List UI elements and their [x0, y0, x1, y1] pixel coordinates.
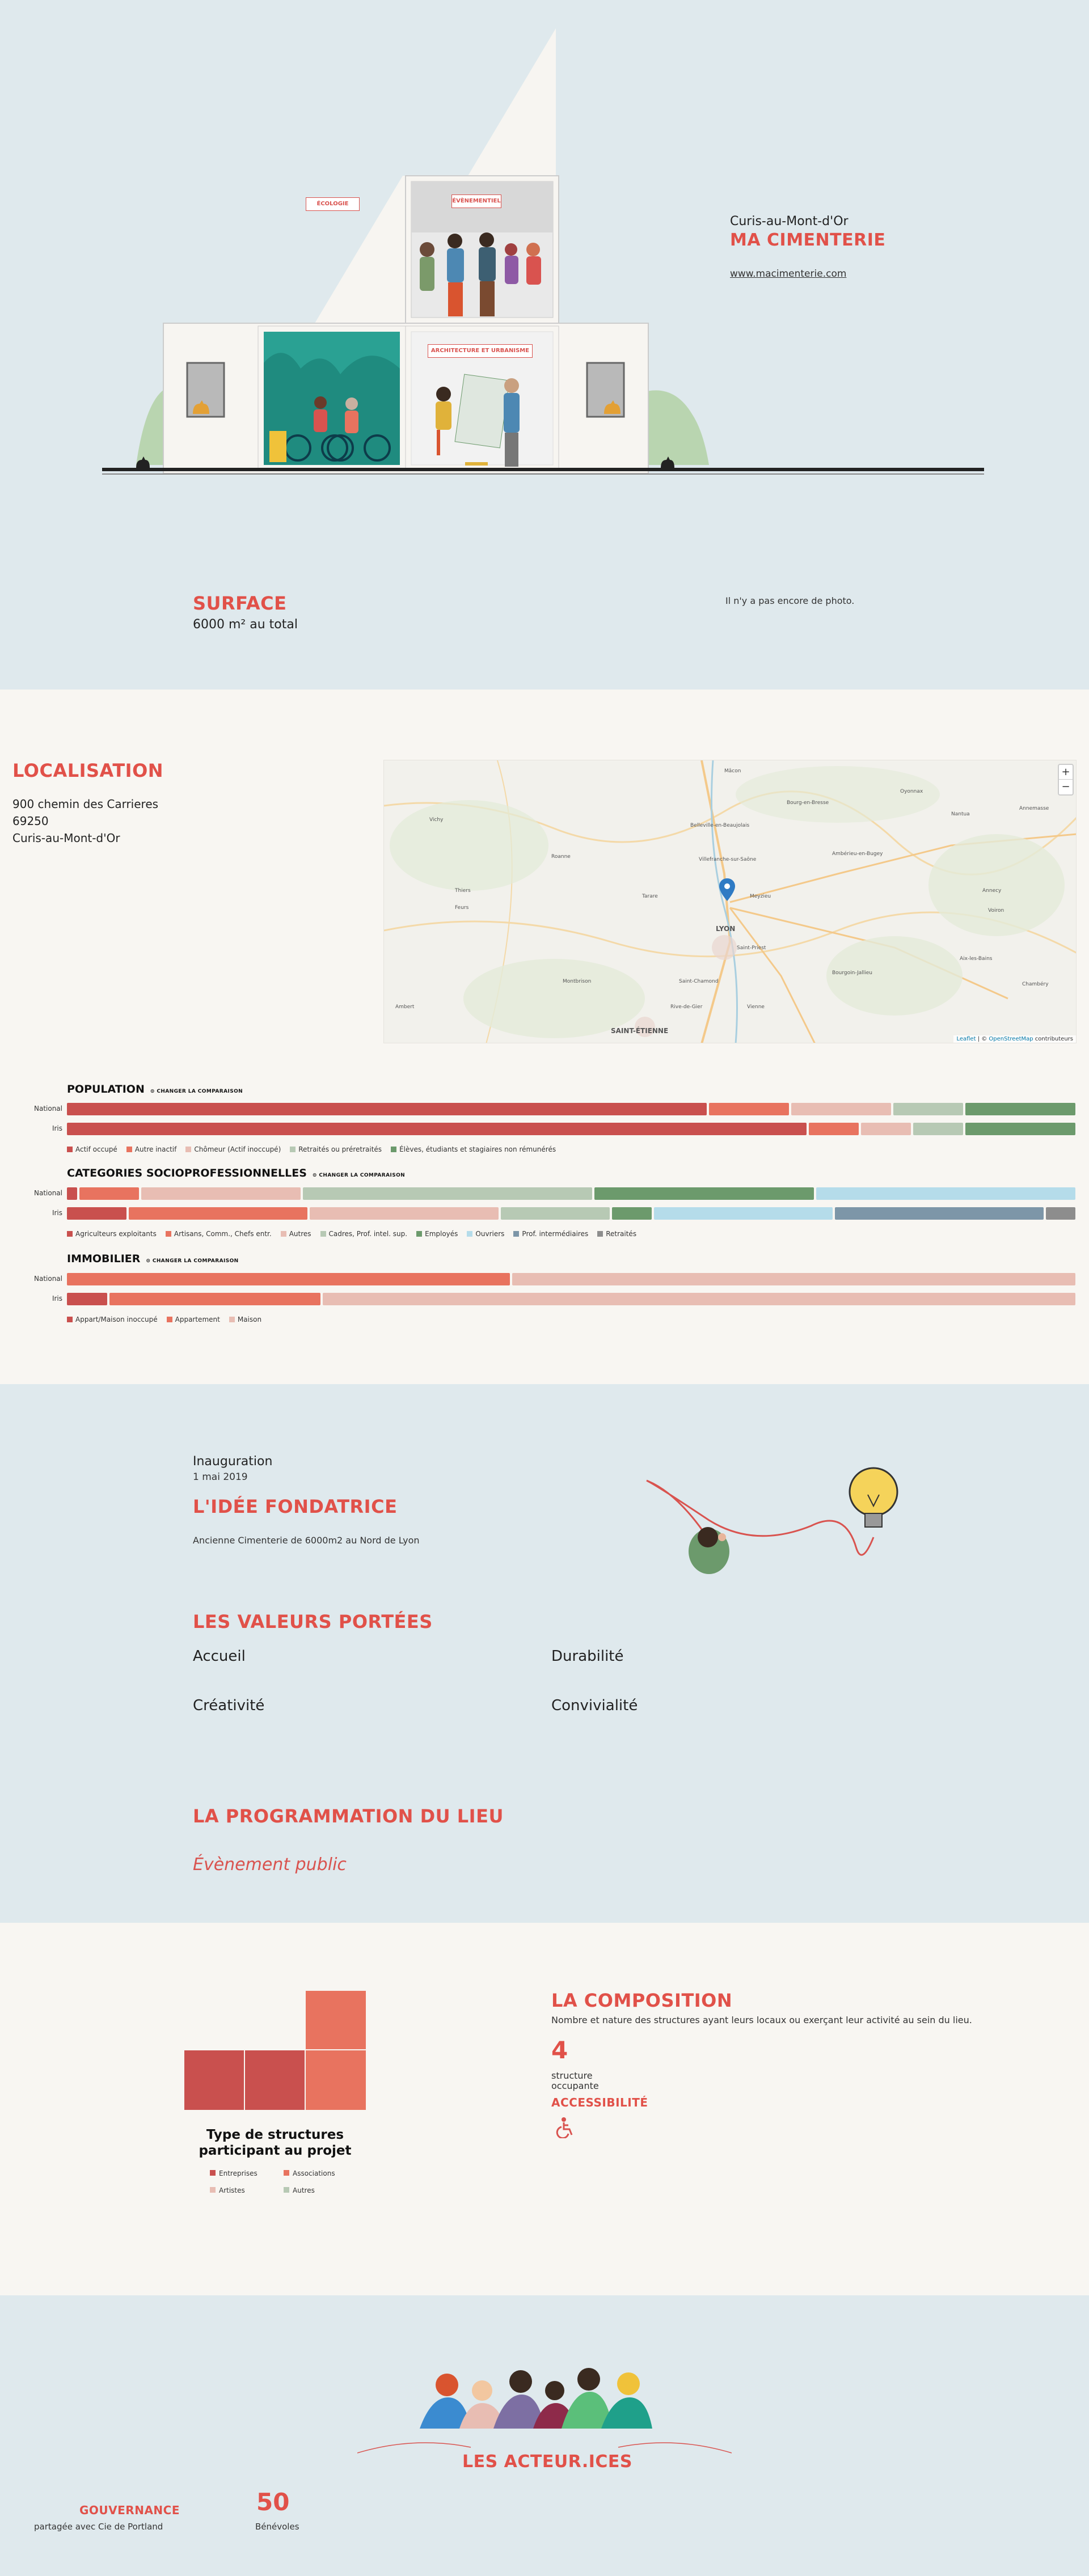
- bar-segment[interactable]: [913, 1123, 963, 1135]
- place-name: MA CIMENTERIE: [730, 230, 886, 250]
- treemap-title-line: Type de structures: [206, 2127, 344, 2142]
- bar-segment[interactable]: [835, 1207, 1044, 1220]
- zoom-out-button[interactable]: −: [1061, 781, 1070, 793]
- address-line: 900 chemin des Carrieres: [12, 797, 159, 811]
- bar-segment[interactable]: [594, 1187, 814, 1200]
- bar-segment[interactable]: [654, 1207, 833, 1220]
- csp-iris-bar: [67, 1207, 1075, 1220]
- legend-item[interactable]: [166, 1230, 272, 1238]
- inauguration-date: 1 mai 2019: [193, 1471, 248, 1483]
- address-block: [12, 796, 158, 847]
- osm-link[interactable]: OpenStreetMap: [989, 1036, 1033, 1042]
- website-link[interactable]: www.macimenterie.com: [730, 268, 847, 280]
- map-place-label: Bourg-en-Bresse: [787, 800, 829, 806]
- inauguration-label: Inauguration: [193, 1454, 273, 1469]
- legend-label: Prof. intermédiaires: [522, 1230, 589, 1238]
- governance-text: partagée avec Cie de Portland: [34, 2522, 163, 2532]
- immobilier-title: IMMOBILIER: [67, 1253, 141, 1265]
- legend-item: [284, 2165, 352, 2182]
- value-item: Durabilité: [551, 1648, 624, 1665]
- map-place-label: Rive-de-Gier: [670, 1004, 703, 1010]
- legend-item[interactable]: [597, 1230, 636, 1238]
- csp-national-bar: [67, 1187, 1075, 1200]
- governance-title: GOUVERNANCE: [79, 2503, 180, 2517]
- legend-item[interactable]: [185, 1145, 281, 1153]
- legend-label: Retraités ou préretraités: [298, 1145, 382, 1153]
- count-label-line: structure: [551, 2070, 593, 2081]
- idea-text: Ancienne Cimenterie de 6000m2 au Nord de Lyon: [193, 1535, 420, 1546]
- map-place-label: Annecy: [982, 888, 1002, 894]
- row-label-national: National: [33, 1105, 62, 1113]
- treemap-cell-entreprises: [184, 2050, 244, 2110]
- sign-top: ÉVÈNEMENTIEL: [451, 194, 501, 208]
- accessibility-title: ACCESSIBILITÉ: [551, 2096, 648, 2109]
- legend-item[interactable]: [320, 1230, 408, 1238]
- map-place-label: Meyzieu: [750, 894, 771, 899]
- zoom-in-button[interactable]: +: [1059, 765, 1073, 780]
- csp-title: CATEGORIES SOCIOPROFESSIONNELLES: [67, 1167, 307, 1179]
- localisation-section: [0, 690, 1089, 1384]
- legend-item[interactable]: [290, 1145, 382, 1153]
- row-label-national: National: [33, 1189, 62, 1197]
- legend-swatch: [513, 1231, 519, 1237]
- hero-section: [0, 0, 1089, 690]
- legend-label: Agriculteurs exploitants: [75, 1230, 157, 1238]
- bar-segment[interactable]: [67, 1207, 126, 1220]
- population-iris-bar: [67, 1123, 1075, 1135]
- map-place-label: LYON: [716, 925, 736, 933]
- map[interactable]: [383, 760, 1077, 1043]
- actors-title: LES ACTEUR.ICES: [462, 2452, 633, 2472]
- idea-section: [0, 1384, 1089, 1923]
- legend-item[interactable]: [126, 1145, 177, 1153]
- treemap-cell-associations: [306, 2050, 366, 2110]
- csp-legend: [67, 1230, 636, 1238]
- immobilier-chart-title: [67, 1253, 239, 1265]
- leaflet-link[interactable]: Leaflet: [956, 1036, 976, 1042]
- immobilier-change-comparison[interactable]: ⊙ CHANGER LA COMPARAISON: [146, 1258, 239, 1264]
- bar-segment[interactable]: [861, 1123, 911, 1135]
- legend-label: Appartement: [175, 1316, 220, 1323]
- row-label-iris: Iris: [52, 1209, 62, 1217]
- structure-count: 4: [551, 2036, 568, 2064]
- bar-segment[interactable]: [67, 1187, 77, 1200]
- immobilier-legend: [67, 1316, 261, 1323]
- legend-swatch: [416, 1231, 422, 1237]
- legend-item[interactable]: [67, 1230, 157, 1238]
- legend-label: Entreprises: [219, 2169, 258, 2177]
- map-place-label: Annemasse: [1019, 806, 1049, 811]
- bar-segment[interactable]: [1046, 1207, 1076, 1220]
- legend-label: Cadres, Prof. intel. sup.: [328, 1230, 408, 1238]
- bar-segment[interactable]: [67, 1293, 107, 1305]
- immobilier-national-bar: [67, 1273, 1075, 1285]
- city-name: Curis-au-Mont-d'Or: [730, 214, 849, 229]
- actors-section: [0, 2295, 1089, 2576]
- legend-item[interactable]: [391, 1145, 556, 1153]
- bar-segment[interactable]: [67, 1123, 807, 1135]
- lightbulb-illustration: [641, 1452, 907, 1583]
- legend-swatch: [67, 1147, 73, 1152]
- csp-chart-title: [67, 1167, 405, 1179]
- map-place-label: Saint-Priest: [737, 945, 766, 951]
- map-attribution: [953, 1035, 1076, 1043]
- address-city: Curis-au-Mont-d'Or: [12, 831, 120, 845]
- structure-count-label: [551, 2071, 599, 2091]
- treemap-title: [184, 2127, 366, 2159]
- legend-item: [210, 2165, 284, 2182]
- attribution-separator: | ©: [976, 1036, 989, 1042]
- map-place-label: Ambérieu-en-Bugey: [832, 851, 883, 857]
- csp-change-comparison[interactable]: ⊙ CHANGER LA COMPARAISON: [312, 1173, 406, 1178]
- volunteer-count: 50: [256, 2488, 290, 2516]
- actors-illustration: [420, 2363, 675, 2429]
- count-label-line: occupante: [551, 2080, 599, 2091]
- bar-segment[interactable]: [67, 1103, 707, 1115]
- legend-item[interactable]: [513, 1230, 588, 1238]
- legend-swatch: [67, 1317, 73, 1322]
- attribution-suffix: contributeurs: [1033, 1036, 1073, 1042]
- surface-title: SURFACE: [193, 593, 287, 614]
- legend-item[interactable]: [416, 1230, 458, 1238]
- bar-segment[interactable]: [67, 1273, 510, 1285]
- legend-swatch: [229, 1317, 235, 1322]
- value-item: Créativité: [193, 1697, 265, 1714]
- legend-item[interactable]: [467, 1230, 504, 1238]
- row-label-iris: Iris: [52, 1295, 62, 1302]
- value-item: Convivialité: [551, 1697, 638, 1714]
- surface-value: 6000 m² au total: [193, 617, 298, 632]
- no-photo-text: Il n'y a pas encore de photo.: [725, 595, 855, 606]
- bar-segment[interactable]: [512, 1273, 1075, 1285]
- values-title: LES VALEURS PORTÉES: [193, 1611, 433, 1632]
- bar-segment[interactable]: [965, 1123, 1075, 1135]
- legend-label: Chômeur (Actif inoccupé): [194, 1145, 281, 1153]
- legend-item: [210, 2182, 284, 2199]
- legend-label: Ouvriers: [475, 1230, 505, 1238]
- legend-label: Employés: [425, 1230, 458, 1238]
- map-place-label: Montbrison: [563, 979, 592, 984]
- legend-swatch: [467, 1231, 472, 1237]
- value-item: Accueil: [193, 1648, 246, 1665]
- map-place-label: Villefranche-sur-Saône: [699, 857, 757, 862]
- map-place-label: Voiron: [988, 908, 1004, 913]
- sign-evenementiel: ÉCOLOGIE: [306, 197, 360, 211]
- legend-label: Artisans, Comm., Chefs entr.: [174, 1230, 272, 1238]
- wheelchair-icon: [556, 2117, 575, 2138]
- zoom-control: [1058, 764, 1074, 796]
- bar-segment[interactable]: [303, 1187, 592, 1200]
- map-marker-icon[interactable]: [719, 878, 735, 901]
- legend-swatch: [290, 1147, 296, 1152]
- legend-label: Élèves, étudiants et stagiaires non rémunérés: [399, 1145, 556, 1153]
- legend-item[interactable]: [229, 1316, 261, 1323]
- map-tiles: [384, 760, 1077, 1043]
- map-place-label: Nantua: [951, 811, 970, 817]
- volunteer-label: Bénévoles: [255, 2522, 299, 2532]
- legend-swatch: [391, 1147, 396, 1152]
- legend-swatch: [597, 1231, 603, 1237]
- programmation-item: Évènement public: [193, 1855, 347, 1875]
- bar-segment[interactable]: [791, 1103, 891, 1115]
- bar-segment[interactable]: [612, 1207, 652, 1220]
- treemap-legend: [210, 2165, 352, 2199]
- idea-title: L'IDÉE FONDATRICE: [193, 1496, 398, 1517]
- bar-segment[interactable]: [141, 1187, 301, 1200]
- treemap-cell-associations: [306, 1991, 366, 2049]
- row-label-national: National: [33, 1275, 62, 1283]
- legend-swatch: [281, 1231, 286, 1237]
- map-place-label: Thiers: [455, 888, 471, 894]
- legend-item: [284, 2182, 352, 2199]
- legend-label: Maison: [237, 1316, 262, 1323]
- legend-label: Autre inactif: [134, 1145, 177, 1153]
- sign-architecture: ARCHITECTURE ET URBANISME: [428, 344, 533, 358]
- legend-label: Associations: [293, 2169, 335, 2177]
- population-legend: [67, 1145, 556, 1153]
- bar-segment[interactable]: [109, 1293, 320, 1305]
- map-place-label: Vienne: [747, 1004, 765, 1010]
- map-place-label: Roanne: [551, 854, 571, 860]
- map-place-label: Vichy: [429, 817, 444, 823]
- legend-label: Retraités: [606, 1230, 637, 1238]
- bar-segment[interactable]: [816, 1187, 1075, 1200]
- treemap-cell-entreprises: [245, 2050, 305, 2110]
- legend-swatch: [126, 1147, 132, 1152]
- address-postcode: 69250: [12, 814, 49, 828]
- building-illustration: [96, 23, 998, 482]
- legend-label: Appart/Maison inoccupé: [75, 1316, 158, 1323]
- legend-item[interactable]: [167, 1316, 220, 1323]
- map-place-label: Tarare: [642, 894, 658, 899]
- treemap-title-line: participant au projet: [199, 2143, 352, 2158]
- map-place-label: Ambert: [395, 1004, 415, 1010]
- map-place-label: SAINT-ÉTIENNE: [611, 1027, 669, 1035]
- legend-label: Autres: [293, 2186, 315, 2194]
- bar-segment[interactable]: [965, 1103, 1075, 1115]
- population-chart-title: [67, 1083, 243, 1095]
- population-title: POPULATION: [67, 1083, 145, 1095]
- bar-segment[interactable]: [79, 1187, 139, 1200]
- localisation-title: LOCALISATION: [12, 760, 164, 781]
- immobilier-iris-bar: [67, 1293, 1075, 1305]
- structures-treemap: [184, 1991, 366, 2113]
- legend-swatch: [320, 1231, 326, 1237]
- map-place-label: Aix-les-Bains: [960, 956, 993, 962]
- bar-segment[interactable]: [310, 1207, 499, 1220]
- bar-segment[interactable]: [129, 1207, 307, 1220]
- composition-desc: Nombre et nature des structures ayant leurs locaux ou exerçant leur activité au sein du lieu.: [551, 2015, 972, 2025]
- legend-swatch: [67, 1231, 73, 1237]
- programmation-title: LA PROGRAMMATION DU LIEU: [193, 1805, 504, 1827]
- composition-title: LA COMPOSITION: [551, 1990, 733, 2011]
- legend-label: Autres: [289, 1230, 311, 1238]
- map-place-label: Feurs: [455, 905, 469, 911]
- legend-label: Actif occupé: [75, 1145, 117, 1153]
- legend-swatch: [166, 1231, 171, 1237]
- bar-segment[interactable]: [709, 1103, 789, 1115]
- bar-segment[interactable]: [893, 1103, 963, 1115]
- legend-swatch: [167, 1317, 172, 1322]
- bar-segment[interactable]: [809, 1123, 859, 1135]
- legend-label: Artistes: [219, 2186, 245, 2194]
- bar-segment[interactable]: [323, 1293, 1076, 1305]
- map-place-label: Mâcon: [724, 768, 741, 774]
- legend-swatch: [185, 1147, 191, 1152]
- map-place-label: Saint-Chamond: [679, 979, 719, 984]
- map-place-label: Belleville-en-Beaujolais: [690, 823, 750, 828]
- bar-segment[interactable]: [501, 1207, 610, 1220]
- population-change-comparison[interactable]: ⊙ CHANGER LA COMPARAISON: [150, 1089, 243, 1094]
- population-national-bar: [67, 1103, 1075, 1115]
- map-place-label: Oyonnax: [900, 789, 923, 794]
- legend-item[interactable]: [67, 1316, 158, 1323]
- legend-item[interactable]: [67, 1145, 117, 1153]
- row-label-iris: Iris: [52, 1124, 62, 1132]
- composition-section: [0, 1923, 1089, 2295]
- legend-item[interactable]: [281, 1230, 311, 1238]
- map-place-label: Chambéry: [1022, 982, 1049, 987]
- map-place-label: Bourgoin-Jallieu: [832, 970, 873, 976]
